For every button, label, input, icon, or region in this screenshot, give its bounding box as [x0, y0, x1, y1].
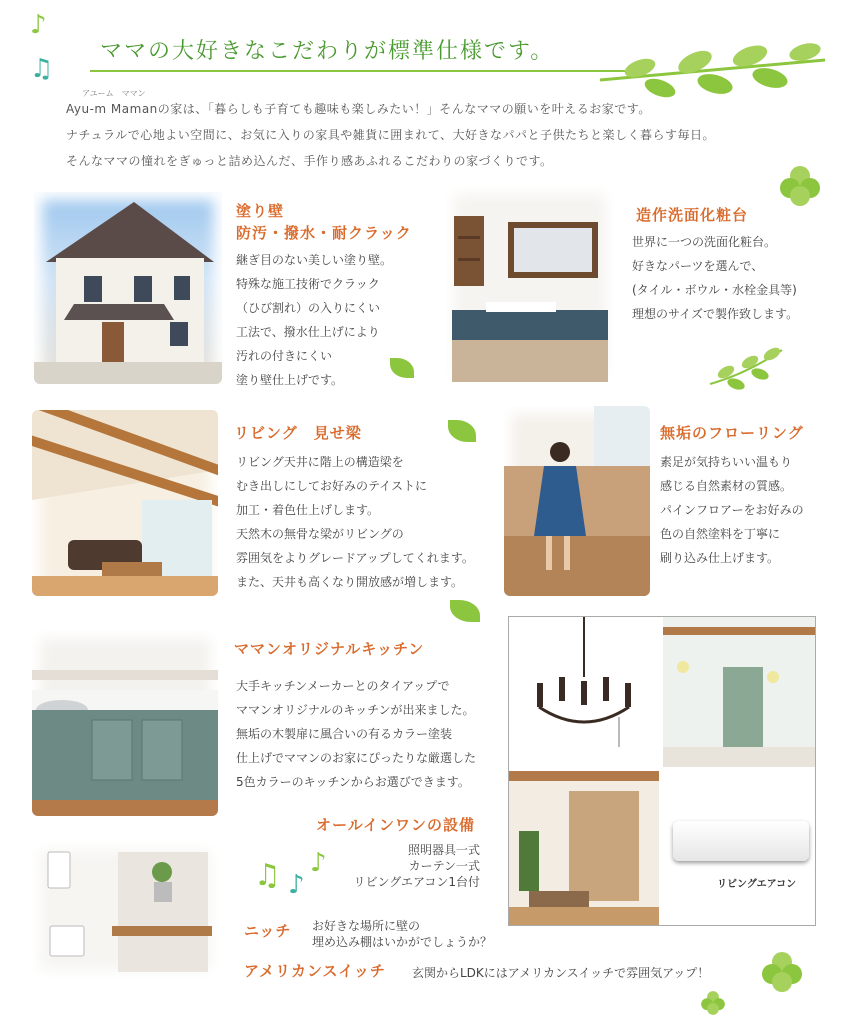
wall-title: 塗り壁 [236, 202, 285, 220]
house-photo [34, 192, 222, 384]
flooring-title: 無垢のフローリング [660, 424, 804, 442]
leaf-icon [390, 358, 414, 378]
text-line: 世界に一つの洗面化粧台。 [632, 235, 777, 249]
text-line: 工法で、撥水仕上げにより [236, 325, 380, 339]
living-text [236, 450, 474, 594]
chandelier-photo [509, 617, 659, 767]
equipment-photo-grid [508, 616, 816, 926]
kitchen-photo [32, 630, 218, 816]
text-line: (タイル・ボウル・水栓金具等) [632, 283, 797, 297]
text-line: 大手キッチンメーカーとのタイアップで [236, 679, 450, 693]
list-item: リビングエアコン1台付 [353, 875, 480, 889]
brand-ruby: アユーム ママン [82, 89, 146, 98]
living-photo [32, 410, 218, 596]
vanity-photo [446, 186, 614, 382]
list-item: カーテン一式 [408, 859, 480, 873]
room-photo [663, 617, 815, 767]
text-line: 無垢の木製扉に風合いの有るカラー塗装 [236, 727, 453, 741]
text-line: 継ぎ目のない美しい塗り壁。 [236, 253, 393, 267]
flooring-text [660, 450, 804, 570]
intro-line: ナチュラルで心地よい空間に、お気に入りの家具や雑貨に囲まれて、大好きなパパと子供たちと楽しく暮らす毎日。 [66, 128, 716, 142]
kitchen-text [236, 674, 476, 794]
text-line: 刷り込み仕上げます。 [660, 551, 780, 565]
text-line: 色の自然塗料を丁寧に [660, 527, 781, 541]
text-line: 雰囲気をよりグレードアップしてくれます。 [236, 551, 474, 565]
music-note-icon: ♪ [30, 10, 47, 40]
text-line: （ひび割れ）の入りにくい [236, 301, 381, 315]
allinone-list [340, 842, 480, 890]
flooring-photo [504, 406, 650, 596]
text-line: 天然木の無骨な梁がリビングの [236, 527, 404, 541]
vanity-title: 造作洗面化粧台 [636, 206, 749, 224]
music-note-icon: ♫ [254, 858, 281, 893]
intro-line: そんなママの憧れをぎゅっと詰め込んだ、手作り感あふれるこだわりの家づくりです。 [66, 154, 553, 168]
music-note-icon: ♪ [310, 848, 327, 878]
text-line: 埋め込み棚はいかがでしょうか？ [312, 935, 493, 949]
text-line: 汚れの付きにくい [236, 349, 333, 363]
text-line: 仕上げでママンのお家にぴったりな厳選した [236, 751, 477, 765]
air-conditioner-photo [663, 771, 815, 925]
text-line: 素足が気持ちいい温もり [660, 455, 793, 469]
text-line: 塗り壁仕上げです。 [236, 373, 344, 387]
text-line: お好きな場所に壁の [312, 919, 421, 933]
kitchen-title: ママンオリジナルキッチン [234, 640, 425, 658]
text-line: 加工・着色仕上げします。 [236, 503, 380, 517]
text-line: リビング天井に階上の構造梁を [236, 455, 404, 469]
text-line: 理想のサイズで製作致します。 [632, 307, 799, 321]
allinone-title: オールインワンの設備 [316, 816, 475, 834]
text-line: また、天井も高くなり開放感が増します。 [236, 575, 464, 589]
switch-title: アメリカンスイッチ [244, 962, 386, 980]
clover-icon [700, 990, 726, 1016]
music-note-icon: ♪ [288, 870, 305, 900]
curtain-photo [509, 771, 659, 925]
air-conditioner-unit [673, 821, 809, 861]
leaf-icon [448, 420, 476, 442]
wall-subtitle: 防汚・撥水・耐クラック [236, 224, 412, 242]
niche-text [312, 918, 492, 950]
switch-text: 玄関からLDKにはアメリカンスイッチで雰囲気アップ！ [412, 966, 710, 980]
air-conditioner-label: リビングエアコン [717, 879, 797, 890]
text-line: パインフロアーをお好みの [660, 503, 804, 517]
living-title: リビング 見せ梁 [234, 424, 362, 442]
title-underline [90, 70, 650, 72]
niche-title: ニッチ [244, 922, 292, 940]
vanity-text [632, 230, 798, 326]
leaf-sprig-icon [706, 344, 786, 390]
clover-icon [760, 950, 804, 994]
leaf-icon [450, 600, 480, 622]
list-item: 照明器具一式 [407, 843, 480, 857]
text-line: ママンオリジナルのキッチンが出来ました。 [236, 703, 475, 717]
intro-line: Ayu-m Mamanの家は、「暮らしも子育ても趣味も楽しみたい！」そんなママの願いを叶えるお家です。 [66, 102, 651, 116]
niche-switch-photo [32, 842, 218, 978]
vine-leaves-icon [600, 40, 830, 100]
text-line: むき出しにしてお好みのテイストに [236, 479, 428, 493]
text-line: 5色カラーのキッチンからお選びできます。 [236, 775, 470, 789]
clover-icon [778, 164, 822, 208]
wall-text [236, 248, 392, 392]
text-line: 感じる自然素材の質感。 [660, 479, 793, 493]
music-note-icon: ♫ [30, 54, 54, 84]
text-line: 好きなパーツを選んで、 [632, 259, 764, 273]
text-line: 特殊な施工技術でクラック [236, 277, 380, 291]
page-title: ママの大好きなこだわりが標準仕様です。 [100, 39, 555, 64]
